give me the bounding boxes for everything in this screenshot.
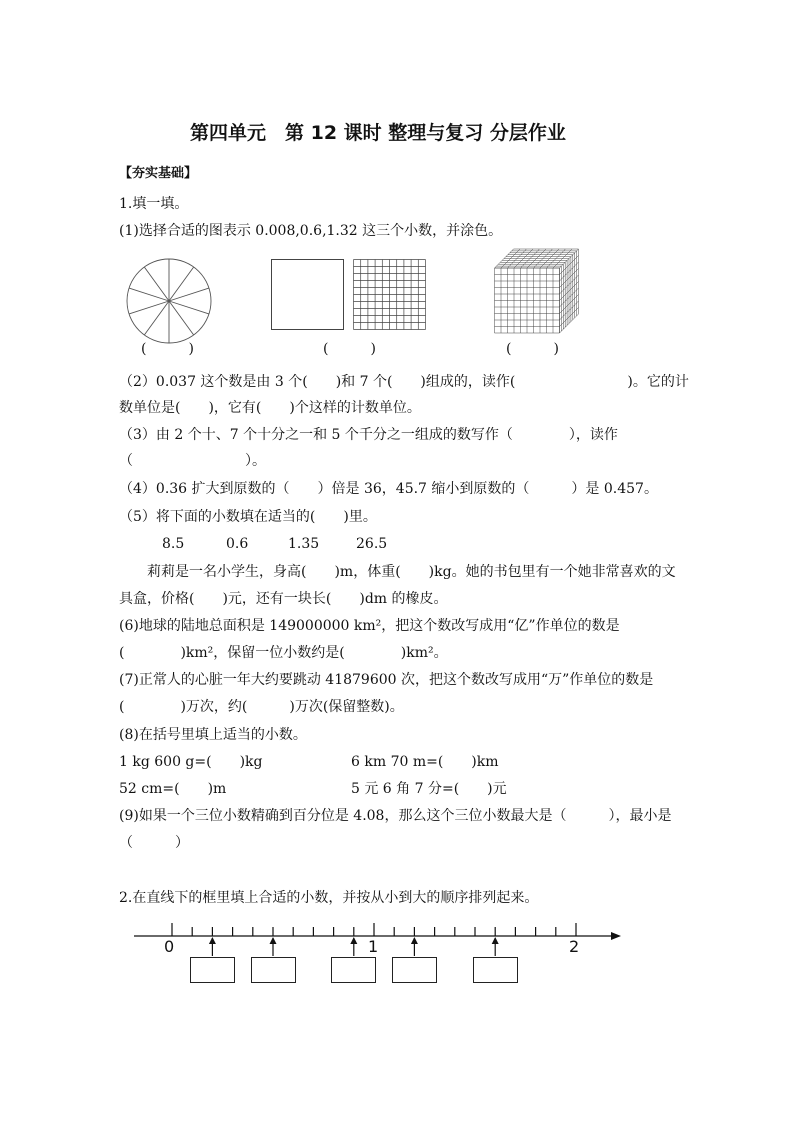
- arrow-up-icon: [270, 937, 277, 944]
- circle-divided-into-ten: [126, 258, 212, 344]
- circle-sector-line: [169, 301, 209, 314]
- circle-sector-line: [169, 267, 194, 301]
- q1-p6-line2: ( )km²，保留一位小数约是( )km²。: [119, 645, 448, 661]
- answer-box[interactable]: [392, 957, 437, 983]
- arrow-up-icon: [350, 937, 357, 944]
- q1-p5-text: （5）将下面的小数填在适当的( )里。: [119, 509, 377, 525]
- circle-sector-line: [129, 301, 169, 314]
- q1-heading: 1.填一填。: [119, 196, 189, 212]
- number-line-label-0: 0: [164, 937, 175, 956]
- q1-p2-line2: 数单位是( )，它有( )个这样的计数单位。: [119, 400, 421, 416]
- page-title: 第四单元 第 12 课时 整理与复习 分层作业: [190, 122, 566, 144]
- q1-p1-text: (1)选择合适的图表示 0.008,0.6,1.32 这三个小数，并涂色。: [119, 223, 503, 239]
- q1-p7-line1: (7)正常人的心脏一年大约要跳动 41879600 次，把这个数改写成用“万”作单位的数是: [119, 672, 654, 688]
- answer-box[interactable]: [251, 957, 296, 983]
- q2-heading: 2.在直线下的框里填上合适的小数，并按从小到大的顺序排列起来。: [119, 890, 539, 906]
- answer-box[interactable]: [331, 957, 376, 983]
- number-line-label-1: 1: [368, 937, 379, 956]
- figure-bracket-1[interactable]: ( ): [141, 341, 194, 357]
- decimal-option: 8.5: [162, 536, 185, 552]
- whole-square: [271, 259, 345, 331]
- hundred-grid: [353, 259, 427, 331]
- q1-p5-line2: 具盒，价格( )元，还有一块长( )dm 的橡皮。: [119, 591, 448, 607]
- arrow-up-icon: [209, 937, 216, 944]
- decimal-option: 0.6: [226, 536, 249, 552]
- circle-sector-line: [129, 288, 169, 301]
- answer-box[interactable]: [190, 957, 235, 983]
- circle-sector-line: [169, 288, 209, 301]
- circle-sector-line: [144, 267, 169, 301]
- q1-p3-line1: （3）由 2 个十、7 个十分之一和 5 个千分之一组成的数写作（ ），读作: [119, 427, 618, 443]
- q1-p6-line1: (6)地球的陆地总面积是 149000000 km²，把这个数改写成用“亿”作单位的数是: [119, 618, 620, 634]
- q1-p9-line2: （ ）: [119, 835, 189, 851]
- arrow-head-icon: [611, 932, 621, 940]
- q1-p5-line1: 莉莉是一名小学生，身高( )m，体重( )kg。她的书包里有一个她非常喜欢的文: [147, 564, 676, 580]
- answer-box[interactable]: [473, 957, 518, 983]
- conversion-item: 52 cm=( )m: [119, 781, 227, 797]
- q1-p4: （4）0.36 扩大到原数的（ ）倍是 36，45.7 缩小到原数的（ ）是 0.457。: [119, 481, 658, 497]
- decimal-option: 1.35: [288, 536, 320, 552]
- decimal-option: 26.5: [356, 536, 388, 552]
- arrow-up-icon: [411, 937, 418, 944]
- conversion-item: 1 kg 600 g=( )kg: [119, 754, 263, 770]
- circle-sector-line: [169, 301, 194, 335]
- number-line-label-2: 2: [569, 937, 580, 956]
- figure-bracket-2[interactable]: ( ): [323, 341, 376, 357]
- conversion-item: 5 元 6 角 7 分=( )元: [351, 781, 507, 797]
- q1-p8-text: (8)在括号里填上适当的小数。: [119, 727, 307, 743]
- q1-p2-line1: （2）0.037 这个数是由 3 个( )和 7 个( )组成的，读作( )。它的计: [119, 374, 689, 390]
- figure-bracket-3[interactable]: ( ): [506, 341, 559, 357]
- q1-p9-line1: (9)如果一个三位小数精确到百分位是 4.08，那么这个三位小数最大是（ ），最小是: [119, 808, 672, 824]
- arrow-up-icon: [492, 937, 499, 944]
- thousand-cube: [494, 248, 580, 334]
- section-label: 【夯实基础】: [119, 166, 198, 181]
- q1-p7-line2: ( )万次，约( )万次(保留整数)。: [119, 699, 404, 715]
- circle-sector-line: [144, 301, 169, 335]
- q1-p3-line2: （ ）。: [119, 453, 266, 469]
- conversion-item: 6 km 70 m=( )km: [351, 754, 499, 770]
